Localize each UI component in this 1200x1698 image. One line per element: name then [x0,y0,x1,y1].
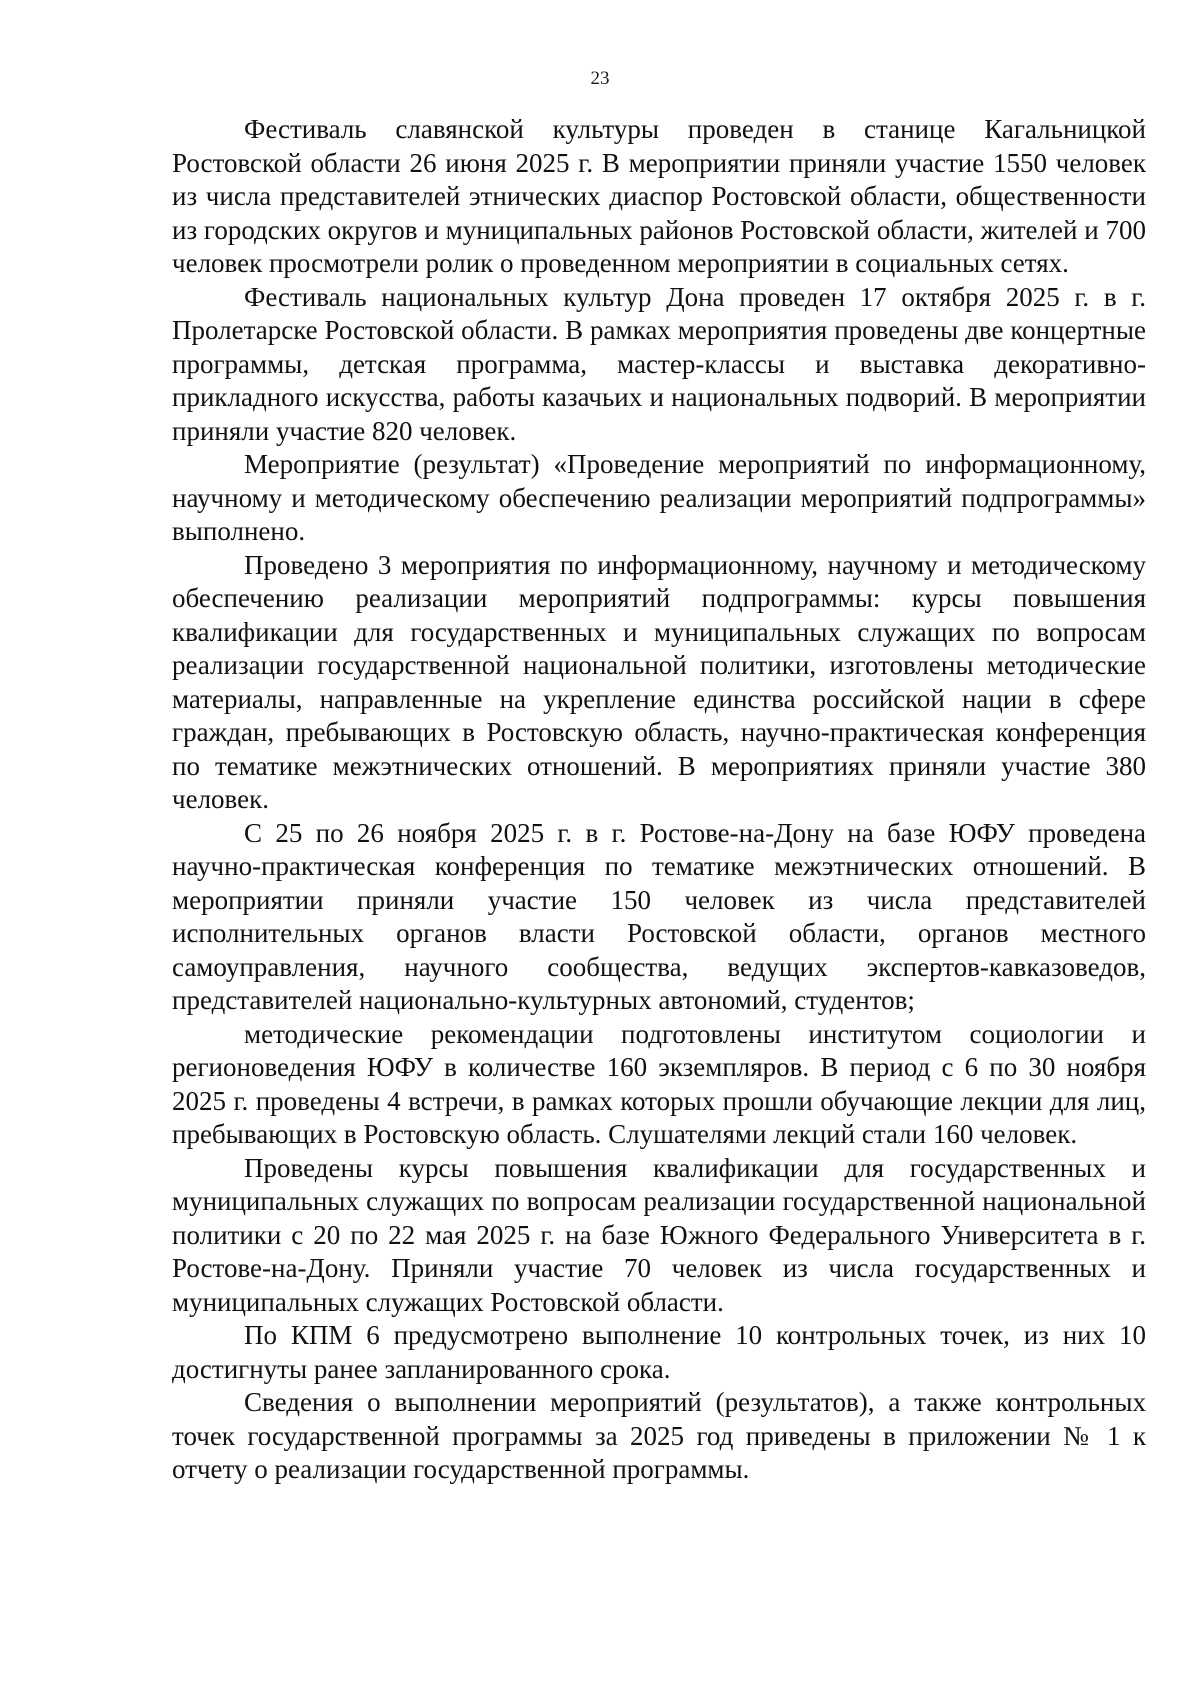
paragraph-appendix-reference: Сведения о выполнении мероприятий (результатов), а также контрольных точек государственной программы за 2025 год приведены в приложении № 1 к отчету о реализации государственной программы. [172,1387,1146,1484]
paragraph-control-points: По КПМ 6 предусмотрено выполнение 10 контрольных точек, из них 10 достигнуты ранее запланированного срока. [172,1320,1146,1384]
paragraph-slavic-festival: Фестиваль славянской культуры проведен в станице Кагальницкой Ростовской области 26 июня 2025 г. В мероприятии приняли участие 1550 человек из числа представителей этнических диаспор Ростовской области, общественности из городских округов и муниципальных районов Ростовской области, жителей и 700 человек просмотрели ролик о проведенном мероприятии в социальных сетях. [172,114,1146,278]
paragraph-training-courses: Проведены курсы повышения квалификации для государственных и муниципальных служащих по вопросам реализации государственной национальной политики с 20 по 22 мая 2025 г. на базе Южного Федерального Университета в г. Ростове-на-Дону. Приняли участие 70 человек из числа государственных и муниципальных служащих Ростовской области. [172,1152,1146,1317]
document-body [172,113,1146,1487]
paragraph-event-result: Мероприятие (результат) «Проведение мероприятий по информационному, научному и методическому обеспечению реализации мероприятий подпрограммы» выполнено. [172,449,1146,546]
paragraph-three-events: Проведено 3 мероприятия по информационному, научному и методическому обеспечению реализации мероприятий подпрограммы: курсы повышения квалификации для государственных и муниципальных служащих по вопросам реализации государственной национальной политики, изготовлены методические материалы, направленные на укрепление единства российской нации в сфере граждан, пребывающих в Ростовскую область, научно-практическая конференция по тематике межэтнических отношений. В мероприятиях приняли участие 380 человек. [172,549,1146,814]
page-number: 23 [590,68,610,89]
paragraph-conference: С 25 по 26 ноября 2025 г. в г. Ростове-на-Дону на базе ЮФУ проведена научно-практическая конференция по тематике межэтнических отношений. В мероприятии приняли участие 150 человек из числа представителей исполнительных органов власти Ростовской области, органов местного самоуправления, научного сообщества, ведущих экспертов-кавказоведов, представителей национально-культурных автономий, студентов; [172,817,1146,1015]
paragraph-recommendations: методические рекомендации подготовлены институтом социологии и регионоведения ЮФУ в количестве 160 экземпляров. В период с 6 по 30 ноября 2025 г. проведены 4 встречи, в рамках которых прошли обучающие лекции для лиц, пребывающих в Ростовскую область. Слушателями лекций стали 160 человек. [172,1018,1146,1149]
paragraph-don-festival: Фестиваль национальных культур Дона проведен 17 октября 2025 г. в г. Пролетарске Ростовской области. В рамках мероприятия проведены две концертные программы, детская программа, мастер-классы и выставка декоративно-прикладного искусства, работы казачьих и национальных подворий. В мероприятии приняли участие 820 человек. [172,281,1146,446]
